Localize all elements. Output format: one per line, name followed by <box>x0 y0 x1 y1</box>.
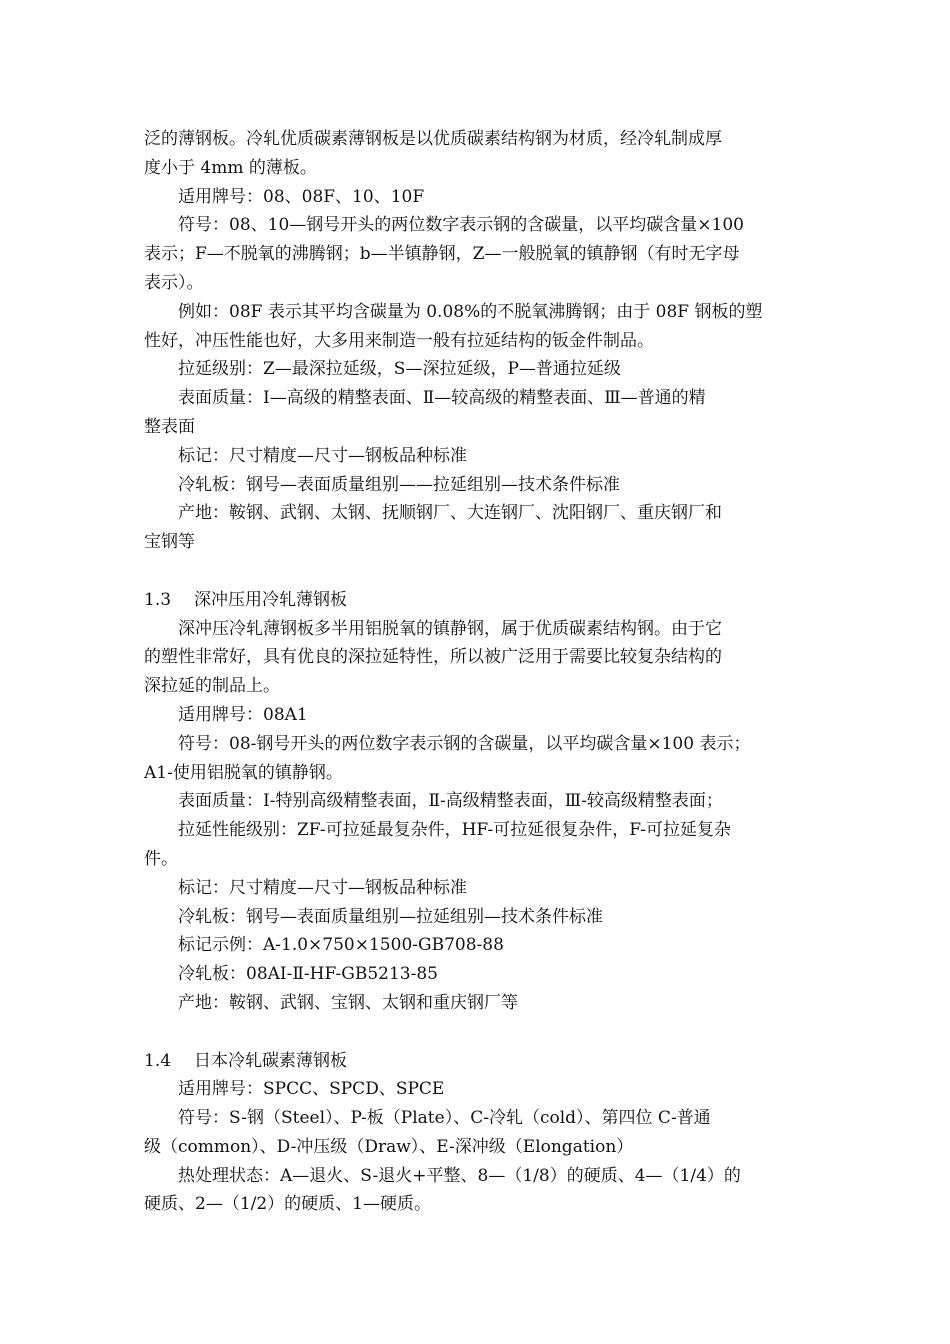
text-line: 热处理状态：A—退火、S-退火+平整、8—（1/8）的硬质、4—（1/4）的 <box>178 1165 741 1186</box>
text-line: 表面质量：Ⅰ-特别高级精整表面，Ⅱ-高级精整表面，Ⅲ-较高级精整表面； <box>178 791 723 812</box>
text-line: 深冲压冷轧薄钢板多半用铝脱氧的镇静钢，属于优质碳素结构钢。由于它 <box>178 618 722 639</box>
paragraph <box>144 355 808 384</box>
text-line: 宝钢等 <box>144 532 195 553</box>
text-line: 冷轧板：钢号—表面质量组别—拉延组别—技术条件标准 <box>178 906 603 927</box>
text-line: 标记：尺寸精度—尺寸—钢板品种标准 <box>178 445 467 466</box>
paragraph <box>144 701 808 730</box>
paragraph <box>144 931 808 960</box>
section-heading <box>144 586 808 615</box>
paragraph <box>144 615 808 701</box>
text-line: A1-使用铝脱氧的镇静钢。 <box>144 762 343 783</box>
text-line: 冷轧板：08AⅠ-Ⅱ-HF-GB5213-85 <box>178 964 438 985</box>
paragraph <box>144 298 808 356</box>
section-1-3 <box>144 586 808 1018</box>
paragraph <box>144 211 808 297</box>
paragraph <box>144 730 808 788</box>
text-line: 泛的薄钢板。冷轧优质碳素薄钢板是以优质碳素结构钢为材质，经冷轧制成厚 <box>144 129 722 149</box>
section-heading <box>144 1047 808 1076</box>
paragraph <box>144 442 808 471</box>
document-page <box>144 125 808 1219</box>
text-line: 适用牌号：SPCC、SPCD、SPCE <box>178 1079 445 1100</box>
text-line: 件。 <box>144 848 178 869</box>
paragraph <box>144 125 808 183</box>
text-line: 冷轧板：钢号—表面质量组别——拉延组别—技术条件标准 <box>178 474 620 495</box>
section-title: 日本冷轧碳素薄钢板 <box>194 1050 347 1071</box>
paragraph <box>144 903 808 932</box>
paragraph <box>144 874 808 903</box>
paragraph <box>144 183 808 212</box>
paragraph <box>144 499 808 557</box>
section-1-4 <box>144 1047 808 1220</box>
paragraph <box>144 384 808 442</box>
text-line: 例如：08F 表示其平均含碳量为 0.08%的不脱氧沸腾钢；由于 08F 钢板的塑 <box>178 301 763 322</box>
text-line: 度小于 4mm 的薄板。 <box>144 157 317 178</box>
text-line: 表示；F—不脱氧的沸腾钢；b—半镇静钢，Z—一般脱氧的镇静钢（有时无字母 <box>144 244 740 265</box>
text-line: 表示）。 <box>144 272 204 293</box>
paragraph <box>144 471 808 500</box>
section-title: 深冲压用冷轧薄钢板 <box>194 589 347 610</box>
paragraph <box>144 816 808 874</box>
text-line: 产地：鞍钢、武钢、宝钢、太钢和重庆钢厂等 <box>178 992 518 1013</box>
paragraph <box>144 960 808 989</box>
text-line: 级（common）、D-冲压级（Draw）、E-深冲级（Elongation） <box>144 1136 634 1157</box>
text-line: 标记：尺寸精度—尺寸—钢板品种标准 <box>178 877 467 898</box>
paragraph <box>144 1162 808 1220</box>
text-line: 深拉延的制品上。 <box>144 676 280 697</box>
text-line: 适用牌号：08A1 <box>178 704 308 725</box>
text-line: 产地：鞍钢、武钢、太钢、抚顺钢厂、大连钢厂、沈阳钢厂、重庆钢厂和 <box>178 503 722 524</box>
text-line: 整表面 <box>144 416 195 437</box>
text-line: 表面质量：Ⅰ—高级的精整表面、Ⅱ—较高级的精整表面、Ⅲ—普通的精 <box>178 388 706 409</box>
text-line: 符号：08-钢号开头的两位数字表示钢的含碳量，以平均碳含量×100 表示； <box>178 733 751 754</box>
paragraph <box>144 1075 808 1104</box>
text-line: 适用牌号：08、08F、10、10F <box>178 186 425 207</box>
text-line: 标记示例：A-1.0×750×1500-GB708-88 <box>178 935 504 956</box>
section-top <box>144 125 808 557</box>
text-line: 拉延级别：Z—最深拉延级，S—深拉延级，P—普通拉延级 <box>178 359 621 380</box>
text-line: 硬质、2—（1/2）的硬质、1—硬质。 <box>144 1194 431 1215</box>
text-line: 的塑性非常好，具有优良的深拉延特性，所以被广泛用于需要比较复杂结构的 <box>144 647 722 668</box>
paragraph <box>144 989 808 1018</box>
section-number: 1.4 <box>144 1050 172 1071</box>
paragraph <box>144 1104 808 1162</box>
text-line: 符号：S-钢（Steel）、P-板（Plate）、C-冷轧（cold）、第四位 C-普通 <box>178 1108 711 1129</box>
paragraph <box>144 787 808 816</box>
section-number: 1.3 <box>144 589 172 610</box>
text-line: 性好，冲压性能也好，大多用来制造一般有拉延结构的钣金件制品。 <box>144 330 654 351</box>
text-line: 拉延性能级别：ZF-可拉延最复杂件，HF-可拉延很复杂件，F-可拉延复杂 <box>178 820 731 841</box>
text-line: 符号：08、10—钢号开头的两位数字表示钢的含碳量，以平均碳含量×100 <box>178 215 744 236</box>
